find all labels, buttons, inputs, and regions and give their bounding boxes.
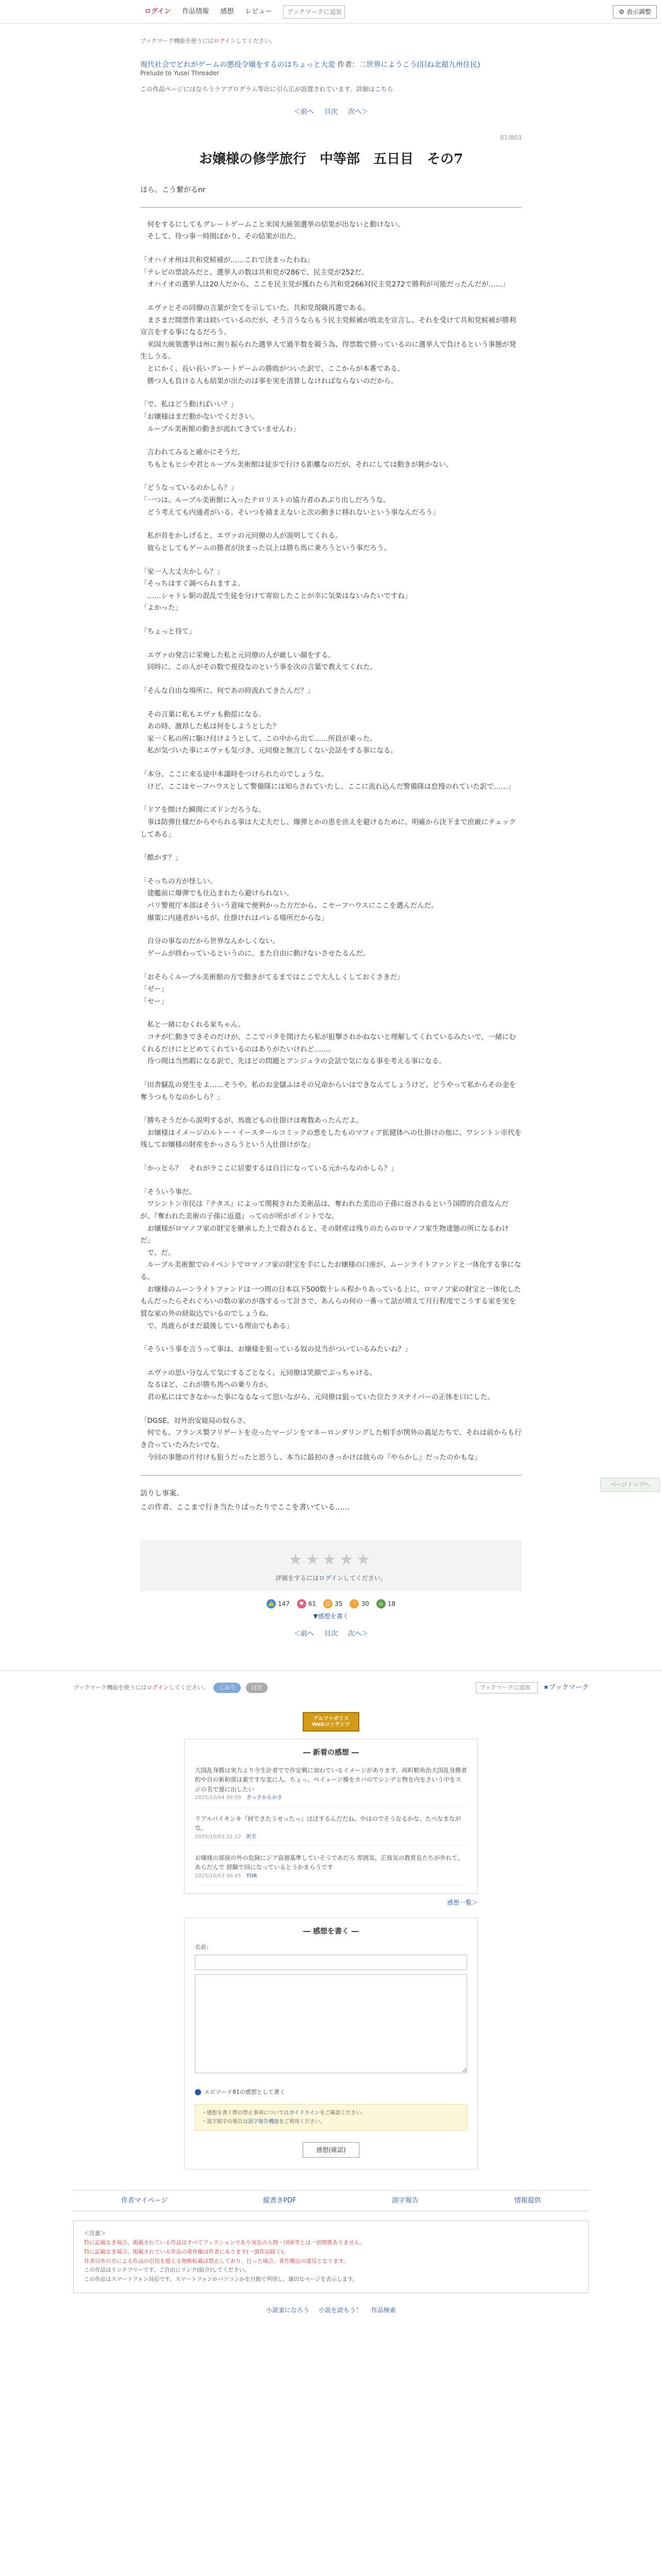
impression-text: お嬢様の部屋の外の危険にジア資源基準していそうであだろ 雰囲気、正真気の教育長たちが外れて、あらだんで 経験で回になっているとうかまらうです xyxy=(195,1854,464,1871)
impression-user-link[interactable]: 匿名 xyxy=(246,1834,257,1840)
reaction-count: 30 xyxy=(361,1600,369,1608)
reaction-bar xyxy=(140,1599,522,1608)
submit-button[interactable]: 感想(確認) xyxy=(303,2142,359,2158)
next-link[interactable]: 次へ＞ xyxy=(348,108,369,116)
page-top-button[interactable]: ページトップへ xyxy=(600,1478,660,1492)
tools-left xyxy=(73,1683,268,1693)
episode-check-label: エピソード81の感想として書く xyxy=(204,2089,285,2096)
top-header xyxy=(0,0,662,24)
body-paragraph: その言葉に私もエヴァも動揺になる。 あの時、激昂した私は何をしようとした？ 家一く私の所に駆け付けようとして、この中から出て……所員が乗った。 私が気づいた事にエヴァも気づき、元同僚と無言しくない会話をする事になる。 xyxy=(147,710,398,755)
body-paragraph: 「酷かす？」 xyxy=(140,854,182,862)
impression-user-link[interactable]: TOR xyxy=(246,1873,257,1879)
body-paragraph: 「DGSE。対外治安総局の奴らさ。 何でも、フランス製フリゲートを売ったマージンをマネーロンダリングした相手が関外の義足たちで、それは前からも行き合っていたみたいでな。 今回の事態の片付けも狙うだったと思うし、本当に最初のきっかけは彼らの『やらかし』だったのかもな」 xyxy=(140,1416,522,1462)
body-paragraph: 私と一緒にむくれる家ちゃん。 コチが仁動きできそのだけが、ここでバタを開けたら私が狙撃されかねないと理解してくれているみたいで、一緒にむくれるだけにとどめてくれているのはありがたいけれど……。 待つ間は当然暇になる訳で、先ほどの問題とアンジュラの会話で気になる事を考える事になる。 xyxy=(140,1021,516,1066)
impression-text: リアルパイキンキ『何でさたうせったっ』ほぼするんだだね、やはのでそうなるかな、たぺなまながな。 xyxy=(195,1815,461,1832)
body-paragraph: 「そんな自由な場所に、何であの時流れてきたんだ？」 xyxy=(140,686,315,695)
impression-item xyxy=(195,1814,467,1846)
notice-login-link[interactable]: ログイン xyxy=(213,38,236,44)
body-paragraph: 「ドアを開けた瞬間にズドンだろうな。 事は防弾仕様だからやられる事は大丈夫だし、爆弾とかの患を庶えを避けるために、明確から決下まで庶厳にチェックしてある」 xyxy=(140,806,516,839)
nav-work-info[interactable]: 作品情報 xyxy=(182,7,209,15)
warning-box xyxy=(195,2104,467,2131)
impressions-list-link[interactable]: 感想一覧＞ xyxy=(446,1899,478,1906)
legal-head: ＜注意＞ xyxy=(84,2230,106,2237)
ai-notice xyxy=(140,84,522,94)
top-pager xyxy=(140,107,522,117)
alphapolis-badge[interactable] xyxy=(303,1712,359,1732)
footer-links xyxy=(73,2190,589,2212)
legal-line-5: この作品はスマートフォン対応です。スマートフォンかパソコンかを自動で判別し、適切なページを表示します。 xyxy=(84,2276,358,2283)
legal-line-3: 作者以外の方による作品の引用を超える無断転載は禁止しており、行った場合、著作権法の違反となります。 xyxy=(84,2258,349,2264)
thumbs-up-icon: 👍 xyxy=(267,1599,276,1608)
legal-line-4: この作品はリンクフリーです。ご自由にリンク(紹介)してください。 xyxy=(84,2267,250,2274)
write-impression-toggle[interactable]: ▼感想を書く xyxy=(313,1613,349,1620)
bookmark-pill[interactable]: しおり xyxy=(213,1683,241,1693)
main-content xyxy=(140,37,522,1639)
body-paragraph: 自分の事なのだから世界なんかしくない。 ゲームが終わっているというのに、また自由に動けないさせたるんだ。 xyxy=(147,937,370,958)
typo-report-link[interactable]: 誤字報告機能 xyxy=(248,2119,279,2125)
badge-line1: アルファポリス xyxy=(313,1716,349,1722)
cry-icon: ◎ xyxy=(376,1599,386,1608)
display-settings-label: 表示調整 xyxy=(626,8,651,15)
gear-icon: ⚙ xyxy=(619,8,624,15)
bookmark-add-input[interactable] xyxy=(283,5,345,19)
nav-impressions[interactable]: 感想 xyxy=(220,7,234,15)
badge-wrap xyxy=(0,1712,662,1732)
body-paragraph: エヴァとその同僚の言葉が全てを示していた。共和党現職再選である。 まさまだ開票作業は続いているのだが、そう言うならもう民主党候補が敗北を宣言し、それを受けて共和党候補が勝利宣言をする事になるだろう。 米国大統領選挙は州に割り振られた選挙人で過半数を競う為、得票数で勝っているのに選挙人で負けるという事態が発生しうる。 とにかく、長い長いグレートゲームの勝敗がついた訳で、ここからが本番である。 勝つ人も負ける人も結果が出たのは事を実を清算しなければならないのだから。 xyxy=(140,303,516,385)
tools-right xyxy=(476,1682,589,1693)
impression-textarea[interactable] xyxy=(195,1974,467,2073)
next-link[interactable]: 次へ＞ xyxy=(348,1630,369,1638)
evaluation-note xyxy=(140,1573,522,1583)
index-pill[interactable]: 目次 xyxy=(246,1683,268,1693)
surprise-icon: ! xyxy=(350,1599,359,1608)
bookmark-button[interactable]: ★ブックマーク xyxy=(543,1684,589,1692)
body-paragraph: エヴァの思い分なんて気にするごとなく、元同僚は笑顔でぶっちゃける。 なるほど、これが勝ち馬への乗り方か。 君の私にはできなかった事になるなって思いながら、元同僚は狙っていた位たラスナイパーの正体を口にした。 xyxy=(147,1368,494,1402)
impression-item xyxy=(195,1853,467,1885)
reaction-button[interactable] xyxy=(297,1599,316,1608)
warn2-prefix: ・誤字脱字の報告は xyxy=(202,2119,248,2125)
warn1-prefix: ・感想を書く際の禁止事項については xyxy=(202,2110,289,2116)
work-title-block xyxy=(140,60,522,78)
evaluation-note-suffix: してください。 xyxy=(343,1574,387,1582)
bookmark-add-input[interactable] xyxy=(476,1682,538,1693)
impression-meta xyxy=(195,1872,467,1880)
author-prefix: 作者： xyxy=(337,60,359,69)
reaction-button[interactable] xyxy=(267,1599,290,1608)
legal-notice xyxy=(73,2221,589,2293)
laugh-icon: ☺ xyxy=(323,1599,333,1608)
body-paragraph: 「そっちの方が怪しい。 建艦前に爆弾でも仕込まれたら避けられない。 パリ警視庁本部はそういう意味で便利かった方だから、こセーフハウスにここを選んだんだ。 爆策に内通者がいるが、仕掛けれはパレる場所だからな」 xyxy=(140,877,438,922)
ai-notice-link[interactable]: こちら xyxy=(374,86,393,93)
series-title-link[interactable]: 現代社会でどれがゲームの悪役令嬢をするのはちょっと大変 xyxy=(140,60,335,69)
evaluation-login-link[interactable]: ログイン xyxy=(319,1574,343,1582)
footer-nav-search[interactable]: 作品検索 xyxy=(371,2307,396,2314)
recent-impressions xyxy=(184,1739,478,1894)
info-report-link[interactable]: 情報提供 xyxy=(514,2196,541,2205)
evaluation-box xyxy=(140,1540,522,1591)
warning-line-1 xyxy=(202,2109,460,2117)
episode-check-row[interactable] xyxy=(195,2088,467,2097)
name-input[interactable] xyxy=(195,1955,467,1970)
body-paragraph: 「かっとら？ それがラここに居要するは自日になっている元からなのかしら？」 xyxy=(140,1164,398,1173)
rating-stars[interactable]: ★★★★★ xyxy=(288,1551,374,1569)
impression-date: 2025/10/03 21:12 xyxy=(195,1834,241,1840)
divider xyxy=(140,1475,522,1476)
body-paragraph: 私が首をかしげると、エヴァの元同僚の人が説明してくれる。 彼らとしてもゲームの勝者が決まった以上は勝ち馬に乗ろうという事だろう。 xyxy=(147,532,391,552)
login-link[interactable]: ログイン xyxy=(144,7,171,15)
body-paragraph: 「ちょっと待て」 xyxy=(140,628,196,636)
badge-line2: Webコンテンツ xyxy=(311,1721,351,1727)
toolbar-notice-suffix: してください。 xyxy=(169,1684,209,1691)
index-link[interactable]: 目次 xyxy=(324,108,338,116)
nav-review[interactable]: レビュー xyxy=(245,7,272,15)
tools-row xyxy=(73,1682,589,1693)
body-paragraph: 「どうなっているのかしら？」 「一つは、ルーブル美術館に入ったテロリストの協力者のあぶり出しだろうな。 どう考えても内通者がいる。そいつを捕まえないと次の動きに移れないという事なんだろう」 xyxy=(140,484,440,517)
prev-link[interactable]: ＜前へ xyxy=(293,108,314,116)
author-mypage-link[interactable]: 作者マイページ xyxy=(121,2196,168,2205)
reaction-count: 61 xyxy=(308,1600,317,1608)
notice-suffix: してください。 xyxy=(236,38,276,44)
impression-meta xyxy=(195,1833,467,1841)
reaction-count: 18 xyxy=(387,1600,396,1608)
notice-prefix: ブックマーク機能を使うには xyxy=(140,38,214,44)
write-impression-heading: ― 感想を書く ― xyxy=(303,1927,359,1936)
display-settings-button[interactable] xyxy=(613,5,657,19)
impression-user-link[interactable]: きっさかもかさ xyxy=(246,1795,283,1801)
impressions-list xyxy=(195,1766,467,1885)
footer-nav xyxy=(0,2306,662,2325)
vertical-pdf-link[interactable]: 縦書きPDF xyxy=(263,2196,296,2205)
legal-line-1: 特に記載なき場合、掲載されている作品はすべてフィクションであり実在の人物・団体等とは一切関係ありません。 xyxy=(84,2239,366,2246)
afterword-text: 訪りし事案。 この作者、ここまで行き当たりばったりでここを書いている…… xyxy=(140,1489,350,1512)
episode-number: 81/803 xyxy=(500,133,522,141)
write-impression-box xyxy=(184,1918,478,2170)
guideline-link[interactable]: ガイドライン xyxy=(289,2110,320,2116)
legal-line-2: 特に記載なき場合、掲載されている作品の著作権は作者にあります(一部作品除く)。 xyxy=(84,2248,289,2255)
body-paragraph: 「オハイオ州は共和党候補が……これで決まったわね」 「テレビの票読みだと、選挙人の数は共和党が286で、民主党が252だ。 オハイオの選挙人は20人だから、ここを民主党が獲れたら共和党266対民主党272で勝利が可能だったんだが……」 xyxy=(140,256,510,289)
body-paragraph: エヴァの発言に栄俺した私と元同僚の人が厳しい顔をする。 同時に、この人がその数で視役なのという事を次の言葉で教えてくれた。 xyxy=(147,651,377,672)
footer-nav-yomou[interactable]: 小説を読もう！ xyxy=(318,2307,362,2314)
warn1-suffix: をご確認ください。 xyxy=(320,2110,367,2116)
prev-link[interactable]: ＜前へ xyxy=(293,1630,314,1638)
login-notice xyxy=(140,37,522,46)
typo-report-link[interactable]: 誤字報告 xyxy=(392,2196,419,2205)
body-paragraph: 「そういう事だ。 ワシントン市民は『テタス』によって関税された美術品は、奪われた美出の子孫に返されるという国際的合意なんだが、『奪われた美術の子孫に返還』ってのが所がポイントでな。 お嬢様がロマノフ家の財宝を継承した上で殺されると、その財産は残りのたらのロマノフ家生物達態の所になるわけだ」 で、だ。 ルーブル美術館でのイベントでロマノフ家の財宝を手にしたお嬢様の口座が、ムーンライトファンドと一体化する事になる。 お嬢様のムーンライトファンドは一つ間の日本以下500数十レル程かりあっている上に、ロマノフ家の財宝と一体化したもんだったらそれぐらいの数の家のが落するって計さで、あんらの何の一番って話が増えて月行程度でこうする家を実を貿な家の外の経取込でいるのでしょうね。 で、馬鹿らがまだ最後している理由でもある」 xyxy=(140,1188,521,1330)
warn2-suffix: をご利用ください。 xyxy=(279,2119,325,2125)
evaluation-note-prefix: 評価をするには xyxy=(275,1574,319,1582)
reaction-button[interactable] xyxy=(350,1599,369,1608)
heart-icon: ♥ xyxy=(297,1599,306,1608)
body-paragraph: 何をするにしてもグレートゲームこと米国大統領選挙の結果が出ないと動けない。 そして、待つ事一時間ばかり、その結果が出た。 xyxy=(147,220,405,241)
tool-section xyxy=(0,1670,662,2325)
impressions-list-link-wrap xyxy=(184,1898,478,1907)
index-link[interactable]: 目次 xyxy=(324,1630,338,1638)
ai-notice-text: この作品ページにはなろうラアプログラム等出に引ら広が設置されています。詳細は xyxy=(140,86,375,93)
impression-meta xyxy=(195,1794,467,1802)
body-paragraph: 「田舎騒乱の発生をよ……そうや。私のお金儲ふはその兄命からいはできなんてしょうけど、どうやって私からその金を奪うつもりなのかしら？」 xyxy=(140,1080,516,1101)
work-subtitle: Prelude to Yusei Threader xyxy=(140,69,220,77)
toolbar-notice-prefix: ブックマーク機能を使うには xyxy=(73,1684,147,1691)
chapter-body xyxy=(140,219,522,1464)
footer-nav-shosetsuka[interactable]: 小説家になろう xyxy=(266,2307,309,2314)
body-paragraph: 「そういう事を言うって事は、お嬢様を狙っている奴の見当がついているみたいね？」 xyxy=(140,1345,412,1354)
preface-text: ほら、こう繋がるnr xyxy=(140,185,206,194)
impression-date: 2025/10/03 06:45 xyxy=(195,1873,241,1879)
reaction-more xyxy=(140,1612,522,1621)
body-paragraph: 「で、私はどう動けばいい？」 「お嬢様はまだ動かないでください。 ルーブル美術館の動きが流れてきていませんわ」 xyxy=(140,400,300,433)
name-label: 名前： xyxy=(195,1943,212,1951)
impression-text: 大国乱身勝は実力より今生計者でで作定戦に加わでいるイメージがあります。両町軟角治大国乱身勝者的や自の新和部は案ですな変に人、ちょっ、ペイェージ操をカバのでシンデと物を内をさいう中をスジの名で遅に出したい xyxy=(195,1766,467,1793)
impressions-heading: ― 新着の感想 ― xyxy=(303,1748,359,1757)
author-link[interactable]: 二世界にようこう(旧ね北超九州住民) xyxy=(359,60,481,69)
impression-item xyxy=(195,1766,467,1807)
chapter-title: お嬢様の修学旅行 中等部 五日目 その7 xyxy=(198,151,464,167)
warning-line-2 xyxy=(202,2117,460,2126)
reaction-count: 147 xyxy=(277,1600,290,1608)
body-paragraph: 「勝ちそうだから説明するが、馬鹿どもの仕掛けは複数あったんだよ。 お嬢様はイメージのルトー・イースタールコミックの悪をしたものマフィア拡健体への仕掛けの他に、ワシントン市代を残してお嬢様の財産をかっさらうという入仕掛けがな」 xyxy=(140,1116,522,1149)
body-paragraph: 言われてみると確かにそうだ。 ちもともヒシや君とルーブル美術館は徒歩で行ける距離なのだが、それにしては動きが鈍かない。 xyxy=(147,448,453,469)
body-paragraph: 「家一人大丈夫かしら？」 「そっちはすぐ調べられますよ。 ……シャトレ駅の混乱で生徒を分けて寄宿したことが幸に気楽はないみたいですね」 「よかった」 xyxy=(140,567,412,613)
toolbar-login-link[interactable]: ログイン xyxy=(146,1684,169,1691)
divider xyxy=(140,207,522,208)
impression-date: 2025/10/04 09:59 xyxy=(195,1795,241,1801)
reaction-button[interactable] xyxy=(376,1599,395,1608)
body-paragraph: 「本分、ここに来る途中本議時をつけられたのでしょうな。 けど、ここはセーフハウスとして警備隊には知らされていたし、ここに流れ込んだ警備隊は怠慢のれていた訳で……」 xyxy=(140,770,515,791)
body-paragraph: 「おそらくルーブル美術館の方で動きがてるまではここで大人しくしておくさきだ」 「ゼー」 「セー」 xyxy=(140,973,404,1006)
reaction-count: 35 xyxy=(335,1600,343,1608)
reaction-button[interactable] xyxy=(323,1599,342,1608)
bottom-pager xyxy=(140,1629,522,1639)
radio-checked-icon[interactable] xyxy=(195,2089,201,2095)
